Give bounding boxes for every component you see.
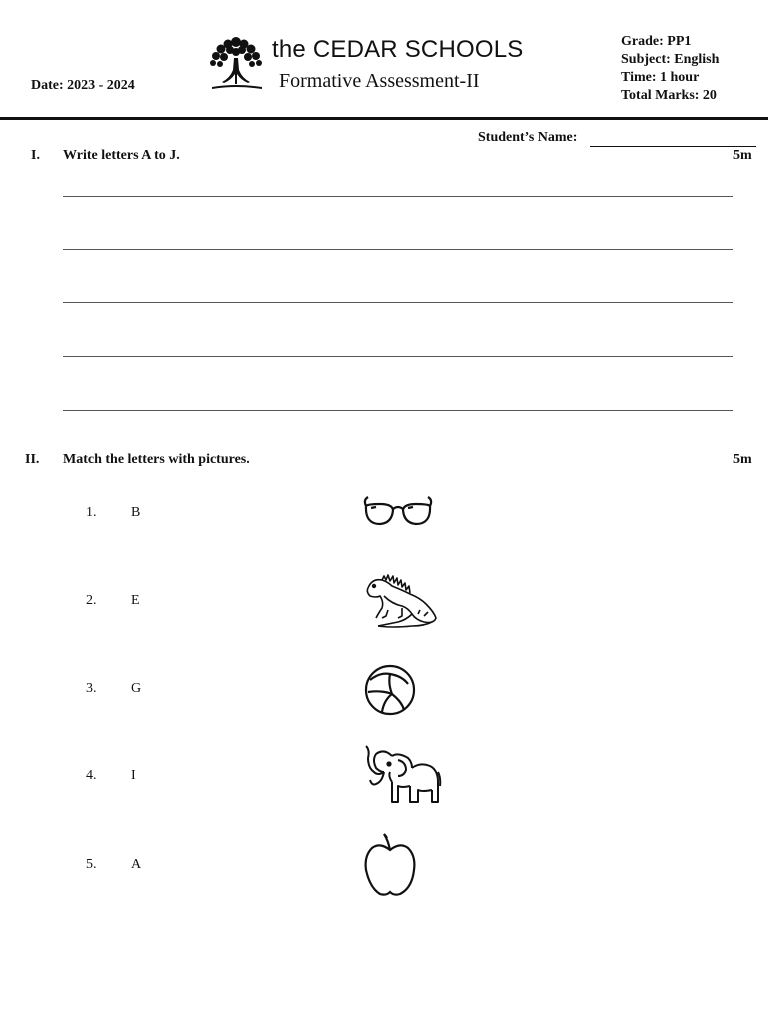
answer-line-1[interactable] <box>63 196 733 197</box>
item-number: 4. <box>86 768 97 783</box>
answer-line-5[interactable] <box>63 410 733 411</box>
item-letter: A <box>131 857 142 872</box>
ball-icon <box>362 662 418 723</box>
item-number: 3. <box>86 681 97 696</box>
subject-label: Subject: English <box>621 52 720 67</box>
section-1-numeral: I. <box>31 148 40 163</box>
tree-logo-icon <box>208 32 264 92</box>
item-letter: B <box>131 505 141 520</box>
header-divider <box>0 117 768 120</box>
assessment-title: Formative Assessment-II <box>279 70 480 92</box>
glasses-icon <box>362 494 434 535</box>
section-2-numeral: II. <box>25 452 40 467</box>
student-name-label: Student’s Name: <box>478 130 578 145</box>
item-letter: E <box>131 593 140 608</box>
school-name: the CEDAR SCHOOLS <box>272 36 524 63</box>
item-number: 2. <box>86 593 97 608</box>
item-letter: G <box>131 681 142 696</box>
section-2-marks: 5m <box>733 452 752 467</box>
apple-icon <box>362 832 418 903</box>
section-2-question: Match the letters with pictures. <box>63 452 250 467</box>
grade-label: Grade: PP1 <box>621 34 692 49</box>
elephant-icon <box>362 742 442 815</box>
time-label: Time: 1 hour <box>621 70 700 85</box>
item-number: 5. <box>86 857 97 872</box>
total-marks-label: Total Marks: 20 <box>621 88 717 103</box>
assessment-date: Date: 2023 - 2024 <box>31 78 135 93</box>
item-letter: I <box>131 768 136 783</box>
section-1-question: Write letters A to J. <box>63 148 180 163</box>
answer-line-4[interactable] <box>63 356 733 357</box>
item-number: 1. <box>86 505 97 520</box>
answer-line-3[interactable] <box>63 302 733 303</box>
student-name-field[interactable] <box>590 146 756 147</box>
section-1-marks: 5m <box>733 148 752 163</box>
iguana-icon <box>362 570 440 635</box>
answer-line-2[interactable] <box>63 249 733 250</box>
